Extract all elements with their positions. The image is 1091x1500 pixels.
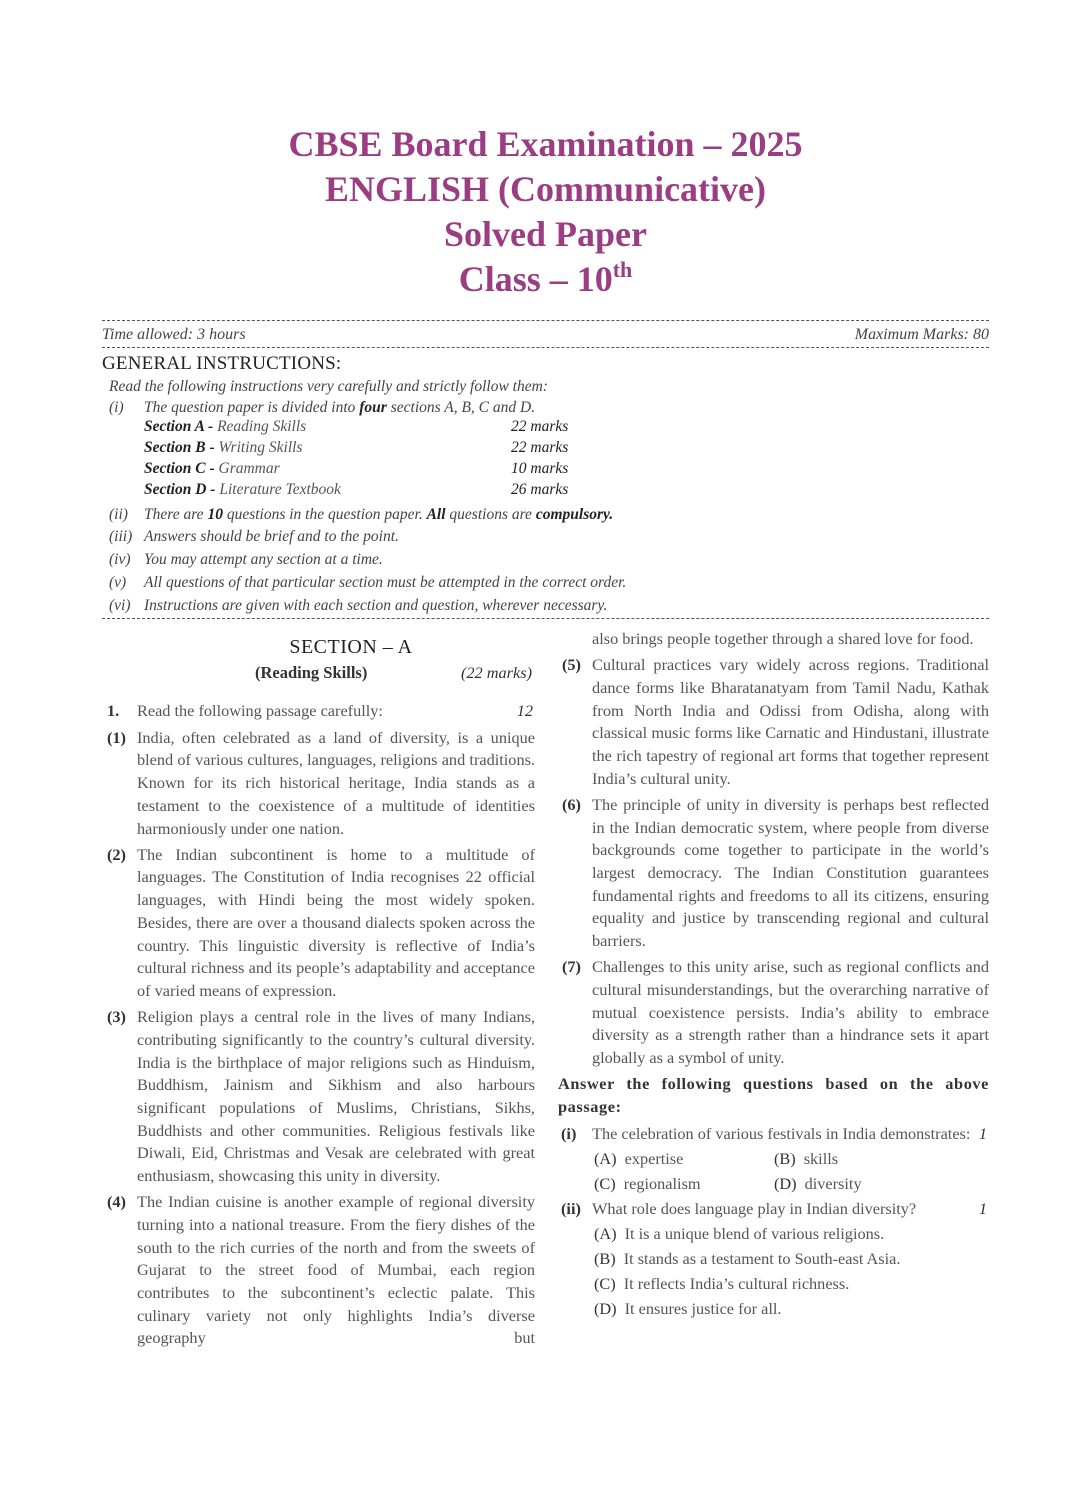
option-text: It stands as a testament to South-east Asia. [623, 1249, 901, 1269]
passage-paragraph-continued: also brings people together through a shared love for food. [592, 629, 974, 648]
paragraph-text: Challenges to this unity arise, such as regional conflicts and cultural misunderstandings, but the overarching narrative of mutual coexistence persists. India’s ability to embrace diversity as a strength rather than a hindrance sets it apart globally as a symbol of unity. [592, 957, 989, 1068]
mcq-option[interactable] [594, 1148, 774, 1171]
instruction-item [109, 504, 613, 525]
paragraph-number: (5) [562, 655, 581, 675]
subject-title: ENGLISH (Communicative) [325, 169, 766, 209]
option-text: It ensures justice for all. [624, 1299, 782, 1319]
instruction-item [109, 549, 383, 570]
mcq-option[interactable] [594, 1247, 989, 1272]
option-text: skills [803, 1148, 839, 1168]
option-label: (B) [774, 1148, 796, 1168]
section-name: Literature Textbook [219, 481, 341, 498]
instruction-number: (vi) [109, 597, 131, 614]
section-row [144, 439, 302, 457]
section-row [144, 481, 341, 499]
mcq-option[interactable] [594, 1297, 989, 1322]
instruction-bold: four [359, 399, 387, 416]
mcq-option[interactable] [774, 1148, 954, 1171]
question-marks: 12 [516, 701, 533, 720]
section-row [144, 460, 280, 478]
class-title-superscript: th [612, 257, 633, 282]
paragraph-number: (7) [562, 957, 581, 977]
mcq-number: (i) [561, 1123, 577, 1143]
instruction-text: sections A, B, C and D. [386, 399, 536, 416]
passage-paragraph [558, 794, 989, 953]
maximum-marks: Maximum Marks: 80 [854, 326, 989, 343]
answer-instructions-heading: Answer the following questions based on the above passage: [558, 1074, 989, 1117]
option-text: It reflects India’s cultural richness. [623, 1274, 850, 1294]
paragraph-number: (6) [562, 794, 581, 814]
passage-paragraph [558, 654, 989, 790]
instruction-number: (v) [109, 574, 127, 591]
paragraph-text: Religion plays a central role in the lives of many Indians, contributing significantly to the country’s cultural diversity. India is the birthplace of major religions such as Hinduism, Buddhism, Jainism and Sikhism and also harbours significant populations of Muslims, Christians, Sikhs, Buddhists and other communities. Religious festivals like Diwali, Eid, Christmas and Vesak are celebrated with great enthusiasm, showcasing this unity in diversity. [137, 1007, 535, 1186]
instruction-item [109, 595, 607, 616]
question-text: Read the following passage carefully: [137, 701, 383, 720]
passage-paragraph [107, 1191, 535, 1350]
instruction-item [109, 397, 535, 418]
section-name: Writing Skills [218, 439, 303, 456]
section-name: Grammar [218, 460, 280, 477]
mcq-options [558, 1146, 989, 1196]
instruction-text: Answers should be brief and to the point. [144, 528, 399, 545]
section-marks: 10 marks [511, 460, 569, 477]
paragraph-number: (3) [107, 1007, 126, 1027]
mcq-question [558, 1198, 989, 1221]
exam-meta-row [102, 326, 989, 344]
paragraph-text: The Indian cuisine is another example of regional diversity turning into a national treasure. From the fiery dishes of the south to the rich curries of the north and from the sweets of Gujarat to the street food of Mumbai, each region contributes to the subcontinent’s eclectic palate. This culinary variety not only highlights India’s diverse geography but [137, 1192, 535, 1348]
divider-dashed [102, 347, 989, 348]
paragraph-number: (2) [107, 844, 126, 864]
instruction-number: (iii) [109, 528, 133, 545]
section-label: Section A - [144, 418, 214, 435]
class-title [0, 257, 1091, 302]
paper-type-title: Solved Paper [444, 214, 647, 254]
section-marks: 26 marks [511, 481, 569, 498]
class-title-base: Class – 10 [458, 259, 613, 299]
option-label: (C) [594, 1173, 616, 1193]
instruction-number: (iv) [109, 551, 131, 568]
instructions-intro: Read the following instructions very carefully and strictly follow them: [109, 378, 548, 395]
mcq-number: (ii) [561, 1199, 581, 1219]
option-label: (B) [594, 1249, 616, 1269]
paragraph-text: The principle of unity in diversity is perhaps best reflected in the Indian democratic system, where people from diverse backgrounds come together to participate in the world’s largest democracy. The Indian Constitution guarantees fundamental rights and freedoms to all its citizens, ensuring equality and justice by transcending regional and cultural barriers. [592, 794, 989, 951]
instruction-bold: compulsory. [535, 506, 614, 523]
exam-title: CBSE Board Examination – 2025 [288, 124, 803, 164]
option-label: (A) [594, 1224, 617, 1244]
instruction-text: There are [144, 506, 208, 523]
option-label: (D) [594, 1299, 617, 1319]
instruction-text: You may attempt any section at a time. [144, 551, 383, 568]
mcq-text: The celebration of various festivals in India demonstrates: [592, 1123, 971, 1143]
passage-paragraph [107, 844, 535, 1003]
mcq-option[interactable] [594, 1272, 989, 1297]
instruction-item [109, 526, 399, 547]
option-text: It is a unique blend of various religions. [624, 1224, 885, 1244]
mcq-option[interactable] [594, 1222, 989, 1247]
paper-title-block [0, 122, 1091, 302]
option-text: regionalism [623, 1173, 701, 1193]
section-label: Section D - [144, 481, 216, 498]
section-a-subtitle: (Reading Skills) [255, 663, 368, 682]
section-a-marks: (22 marks) [461, 663, 532, 682]
option-text: diversity [804, 1173, 862, 1193]
section-a-title: SECTION – A [289, 636, 413, 658]
divider-dashed [102, 618, 989, 619]
question-number: 1. [107, 701, 120, 720]
section-label: Section B - [144, 439, 215, 456]
passage-paragraph [107, 727, 535, 841]
mcq-marks: 1 [978, 1199, 987, 1219]
time-allowed: Time allowed: 3 hours [102, 326, 246, 343]
mcq-option[interactable] [774, 1173, 954, 1196]
question-1 [107, 700, 535, 723]
instruction-text: Instructions are given with each section and question, wherever necessary. [144, 597, 608, 614]
instruction-text: questions are [445, 506, 536, 523]
mcq-options [558, 1222, 989, 1322]
option-label: (D) [774, 1173, 797, 1193]
paragraph-text: Cultural practices vary widely across regions. Traditional dance forms like Bharatanatyam from Tamil Nadu, Kathak from North India and Odissi from Odisha, along with classical music forms like Carnatic and Hindustani, illustrate the rich tapestry of regional art forms that together represent India’s cultural unity. [592, 655, 989, 788]
paragraph-text: The Indian subcontinent is home to a multitude of languages. The Constitution of India recognises 22 official languages, with Hindi being the most widely spoken. Besides, there are over a thousand dialects spoken across the country. This linguistic diversity is reflective of India’s cultural richness and its people’s adaptability and acceptance of varied means of expression. [137, 844, 535, 1000]
option-label: (C) [594, 1274, 616, 1294]
mcq-option[interactable] [594, 1173, 774, 1196]
instruction-number: (ii) [109, 506, 128, 523]
section-marks: 22 marks [511, 439, 569, 456]
paragraph-text: India, often celebrated as a land of diversity, is a unique blend of various cultures, languages, religions and traditions. Known for its rich historical heritage, India stands as a testament to the coexistence of a multitude of identities harmoniously under one nation. [137, 727, 535, 838]
section-a-subtitle-row [107, 662, 535, 688]
passage-paragraph [107, 1006, 535, 1188]
instruction-number: (i) [109, 399, 124, 416]
section-row [144, 418, 306, 436]
section-marks: 22 marks [511, 418, 569, 435]
right-column [558, 628, 989, 1324]
option-label: (A) [594, 1148, 617, 1168]
instruction-text: All questions of that particular section must be attempted in the correct order. [144, 574, 627, 591]
mcq-marks: 1 [978, 1123, 987, 1143]
instruction-bold: 10 [207, 506, 223, 523]
section-label: Section C - [144, 460, 215, 477]
instruction-text: The question paper is divided into [144, 399, 360, 416]
instruction-bold: All [426, 506, 446, 523]
general-instructions-heading: GENERAL INSTRUCTIONS: [102, 353, 342, 374]
divider-dashed [102, 320, 989, 321]
paragraph-number: (4) [107, 1192, 126, 1212]
section-name: Reading Skills [217, 418, 307, 435]
option-text: expertise [624, 1148, 684, 1168]
paragraph-number: (1) [107, 727, 126, 747]
left-column [107, 632, 535, 1354]
mcq-question [558, 1123, 989, 1146]
instruction-item [109, 572, 626, 593]
passage-paragraph [558, 956, 989, 1070]
instruction-text: questions in the question paper. [222, 506, 427, 523]
mcq-text: What role does language play in Indian diversity? [592, 1199, 917, 1219]
